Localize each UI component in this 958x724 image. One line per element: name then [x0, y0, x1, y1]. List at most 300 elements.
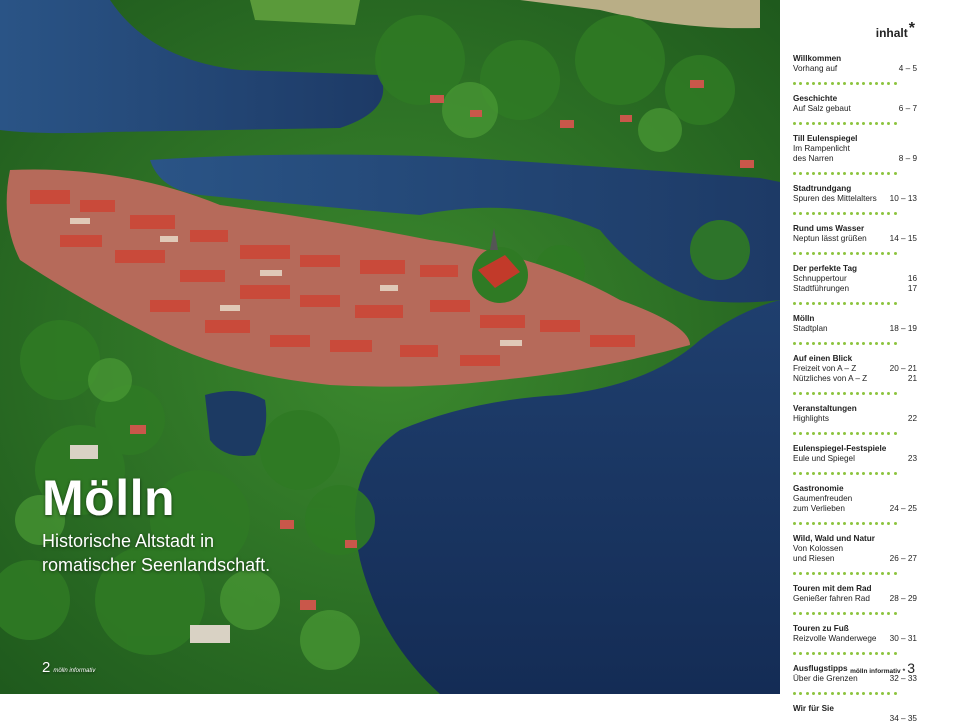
divider-dot — [837, 302, 840, 305]
divider-dot — [824, 172, 827, 175]
divider-dot — [793, 432, 796, 435]
divider-dot — [862, 302, 865, 305]
divider-dot — [869, 472, 872, 475]
divider-dot — [875, 342, 878, 345]
divider-dot — [894, 82, 897, 85]
divider-dot — [812, 472, 815, 475]
toc-entry[interactable] — [793, 404, 917, 424]
dotted-divider — [793, 248, 917, 259]
divider-dot — [818, 252, 821, 255]
toc-line-text: Freizeit von A – Z — [793, 364, 857, 373]
divider-dot — [850, 522, 853, 525]
toc-section-title: Stadtrundgang — [793, 184, 852, 193]
toc-line-text: Gaumenfreuden — [793, 494, 853, 503]
divider-dot — [869, 522, 872, 525]
divider-dot — [793, 392, 796, 395]
toc-section-title: Veranstaltungen — [793, 404, 857, 413]
divider-dot — [806, 212, 809, 215]
divider-dot — [862, 342, 865, 345]
divider-dot — [862, 82, 865, 85]
divider-dot — [875, 302, 878, 305]
divider-dot — [793, 122, 796, 125]
divider-dot — [843, 472, 846, 475]
divider-dot — [831, 82, 834, 85]
toc-line — [793, 284, 917, 294]
dotted-divider — [793, 568, 917, 579]
divider-dot — [875, 172, 878, 175]
divider-dot — [894, 612, 897, 615]
divider-dot — [831, 342, 834, 345]
divider-dot — [875, 252, 878, 255]
toc-line-text: Spuren des Mittelalters — [793, 194, 877, 203]
divider-dot — [824, 82, 827, 85]
divider-dot — [812, 522, 815, 525]
divider-dot — [843, 572, 846, 575]
divider-dot — [837, 612, 840, 615]
divider-dot — [856, 432, 859, 435]
divider-dot — [824, 252, 827, 255]
divider-dot — [856, 172, 859, 175]
divider-dot — [824, 692, 827, 695]
toc-section-title: Gastronomie — [793, 484, 844, 493]
divider-dot — [818, 522, 821, 525]
divider-dot — [850, 652, 853, 655]
divider-dot — [806, 612, 809, 615]
divider-dot — [806, 252, 809, 255]
divider-dot — [869, 692, 872, 695]
divider-dot — [812, 432, 815, 435]
divider-dot — [856, 342, 859, 345]
toc-line — [793, 414, 917, 424]
divider-dot — [881, 122, 884, 125]
divider-dot — [824, 342, 827, 345]
divider-dot — [850, 472, 853, 475]
divider-dot — [887, 392, 890, 395]
divider-dot — [887, 172, 890, 175]
dotted-divider — [793, 608, 917, 619]
divider-dot — [812, 572, 815, 575]
divider-dot — [850, 612, 853, 615]
divider-dot — [831, 392, 834, 395]
divider-dot — [862, 122, 865, 125]
divider-dot — [856, 572, 859, 575]
toc-line-text: Highlights — [793, 414, 829, 423]
toc-entry[interactable] — [793, 184, 917, 204]
divider-dot — [894, 392, 897, 395]
divider-dot — [850, 122, 853, 125]
divider-dot — [837, 522, 840, 525]
divider-dot — [837, 432, 840, 435]
divider-dot — [850, 392, 853, 395]
divider-dot — [894, 522, 897, 525]
divider-dot — [806, 302, 809, 305]
divider-dot — [806, 82, 809, 85]
divider-dot — [881, 392, 884, 395]
divider-dot — [869, 212, 872, 215]
divider-dot — [856, 212, 859, 215]
divider-dot — [862, 522, 865, 525]
divider-dot — [869, 172, 872, 175]
divider-dot — [850, 572, 853, 575]
dotted-divider — [793, 518, 917, 529]
divider-dot — [894, 472, 897, 475]
divider-dot — [869, 652, 872, 655]
divider-dot — [812, 612, 815, 615]
divider-dot — [869, 302, 872, 305]
divider-dot — [862, 652, 865, 655]
divider-dot — [806, 122, 809, 125]
divider-dot — [881, 572, 884, 575]
divider-dot — [856, 392, 859, 395]
dotted-divider — [793, 298, 917, 309]
dotted-divider — [793, 428, 917, 439]
toc-page-range: 26 – 27 — [889, 554, 917, 563]
divider-dot — [843, 692, 846, 695]
toc-page-range: 4 – 5 — [898, 64, 917, 73]
divider-dot — [887, 432, 890, 435]
toc-line — [793, 234, 917, 244]
divider-dot — [887, 652, 890, 655]
divider-dot — [793, 522, 796, 525]
divider-dot — [850, 212, 853, 215]
divider-dot — [837, 252, 840, 255]
divider-dot — [843, 432, 846, 435]
toc-page-range: 30 – 31 — [889, 634, 917, 643]
divider-dot — [850, 342, 853, 345]
toc-line — [793, 274, 917, 284]
divider-dot — [831, 522, 834, 525]
toc-page-range: 20 – 21 — [889, 364, 917, 373]
dotted-divider — [793, 168, 917, 179]
divider-dot — [799, 172, 802, 175]
toc-entry[interactable] — [793, 54, 917, 74]
toc-page-range: 32 – 33 — [889, 674, 917, 683]
divider-dot — [799, 302, 802, 305]
divider-dot — [799, 342, 802, 345]
divider-dot — [869, 392, 872, 395]
right-footer-brand: mölln informativ — [850, 668, 901, 675]
divider-dot — [850, 252, 853, 255]
divider-dot — [837, 342, 840, 345]
divider-dot — [818, 472, 821, 475]
toc-entry[interactable] — [793, 354, 917, 384]
toc-page-range: 17 — [907, 284, 917, 293]
toc-section-title: Geschichte — [793, 94, 838, 103]
divider-dot — [824, 572, 827, 575]
toc-entry[interactable] — [793, 134, 917, 164]
divider-dot — [875, 432, 878, 435]
table-of-contents-page — [780, 0, 958, 723]
divider-dot — [818, 212, 821, 215]
divider-dot — [831, 302, 834, 305]
divider-dot — [887, 212, 890, 215]
toc-line — [793, 364, 917, 374]
divider-dot — [875, 522, 878, 525]
divider-dot — [875, 122, 878, 125]
divider-dot — [799, 522, 802, 525]
divider-dot — [894, 652, 897, 655]
left-page-footer — [42, 659, 95, 676]
toc-line-text: zum Verlieben — [793, 504, 845, 513]
divider-dot — [824, 612, 827, 615]
divider-dot — [837, 82, 840, 85]
divider-dot — [887, 82, 890, 85]
divider-dot — [875, 472, 878, 475]
divider-dot — [843, 612, 846, 615]
toc-line-text: und Riesen — [793, 554, 835, 563]
divider-dot — [881, 252, 884, 255]
toc-line — [793, 64, 917, 74]
toc-page-range: 14 – 15 — [889, 234, 917, 243]
dotted-divider — [793, 118, 917, 129]
divider-dot — [894, 172, 897, 175]
toc-line-text: Stadtführungen — [793, 284, 849, 293]
divider-dot — [818, 122, 821, 125]
toc-line — [793, 494, 917, 504]
toc-line — [793, 324, 917, 334]
divider-dot — [887, 252, 890, 255]
divider-dot — [881, 612, 884, 615]
divider-dot — [875, 572, 878, 575]
divider-dot — [818, 172, 821, 175]
divider-dot — [843, 212, 846, 215]
divider-dot — [793, 212, 796, 215]
toc-entry[interactable] — [793, 94, 917, 114]
divider-dot — [818, 302, 821, 305]
divider-dot — [837, 172, 840, 175]
divider-dot — [856, 612, 859, 615]
toc-section-title: Wir für Sie — [793, 704, 834, 713]
toc-entry[interactable] — [793, 534, 917, 564]
divider-dot — [843, 392, 846, 395]
dotted-divider — [793, 208, 917, 219]
divider-dot — [818, 392, 821, 395]
toc-section-title: Touren zu Fuß — [793, 624, 849, 633]
divider-dot — [894, 342, 897, 345]
divider-dot — [812, 342, 815, 345]
toc-section-title: Wild, Wald und Natur — [793, 534, 875, 543]
toc-section-title: Rund ums Wasser — [793, 224, 865, 233]
divider-dot — [887, 692, 890, 695]
divider-dot — [887, 342, 890, 345]
divider-dot — [793, 82, 796, 85]
toc-line-text: Stadtplan — [793, 324, 828, 333]
toc-page-range: 24 – 25 — [889, 504, 917, 513]
divider-dot — [875, 82, 878, 85]
dotted-divider — [793, 338, 917, 349]
divider-dot — [887, 302, 890, 305]
divider-dot — [831, 472, 834, 475]
divider-dot — [799, 252, 802, 255]
toc-page-range: 21 — [907, 374, 917, 383]
divider-dot — [812, 82, 815, 85]
divider-dot — [812, 652, 815, 655]
divider-dot — [806, 522, 809, 525]
toc-section-title: Touren mit dem Rad — [793, 584, 872, 593]
divider-dot — [806, 572, 809, 575]
divider-dot — [843, 522, 846, 525]
divider-dot — [824, 212, 827, 215]
divider-dot — [881, 172, 884, 175]
subtitle-line-1: Historische Altstadt in — [42, 531, 215, 551]
divider-dot — [806, 342, 809, 345]
divider-dot — [887, 472, 890, 475]
divider-dot — [818, 342, 821, 345]
divider-dot — [887, 612, 890, 615]
divider-dot — [831, 572, 834, 575]
divider-dot — [799, 392, 802, 395]
divider-dot — [843, 342, 846, 345]
toc-entry[interactable] — [793, 484, 917, 514]
dotted-divider — [793, 648, 917, 659]
divider-dot — [887, 572, 890, 575]
divider-dot — [843, 652, 846, 655]
toc-line — [793, 554, 917, 564]
toc-page-range: 18 – 19 — [889, 324, 917, 333]
divider-dot — [812, 252, 815, 255]
divider-dot — [812, 212, 815, 215]
toc-line-text: Nützliches von A – Z — [793, 374, 868, 383]
divider-dot — [837, 122, 840, 125]
divider-dot — [818, 612, 821, 615]
divider-dot — [862, 612, 865, 615]
toc-section-title: Auf einen Blick — [793, 354, 853, 363]
divider-dot — [824, 472, 827, 475]
toc-section-title: Der perfekte Tag — [793, 264, 858, 273]
dotted-divider — [793, 688, 917, 699]
divider-dot — [812, 172, 815, 175]
divider-dot — [894, 692, 897, 695]
divider-dot — [862, 472, 865, 475]
toc-line-text: Vorhang auf — [793, 64, 838, 73]
divider-dot — [875, 692, 878, 695]
divider-dot — [831, 432, 834, 435]
divider-dot — [793, 612, 796, 615]
divider-dot — [869, 572, 872, 575]
toc-page-range: 6 – 7 — [898, 104, 917, 113]
divider-dot — [850, 82, 853, 85]
divider-dot — [806, 392, 809, 395]
divider-dot — [881, 432, 884, 435]
divider-dot — [869, 252, 872, 255]
divider-dot — [881, 692, 884, 695]
divider-dot — [793, 302, 796, 305]
divider-dot — [812, 122, 815, 125]
toc-entry[interactable] — [793, 444, 917, 464]
toc-heading — [875, 20, 915, 42]
toc-entry[interactable] — [793, 584, 917, 604]
toc-entry[interactable] — [793, 704, 917, 724]
divider-dot — [881, 302, 884, 305]
toc-page-range: 23 — [907, 454, 917, 463]
toc-entry[interactable] — [793, 624, 917, 644]
dotted-divider — [793, 388, 917, 399]
divider-dot — [799, 572, 802, 575]
divider-dot — [824, 522, 827, 525]
divider-dot — [793, 252, 796, 255]
divider-dot — [881, 342, 884, 345]
divider-dot — [793, 342, 796, 345]
toc-line-text: des Narren — [793, 154, 834, 163]
toc-line — [793, 144, 917, 154]
divider-dot — [812, 692, 815, 695]
divider-dot — [875, 612, 878, 615]
divider-dot — [831, 692, 834, 695]
toc-section-title: Eulenspiegel-Festspiele — [793, 444, 887, 453]
divider-dot — [869, 122, 872, 125]
divider-dot — [831, 212, 834, 215]
divider-dot — [881, 212, 884, 215]
left-page-number: 2 — [42, 659, 51, 676]
toc-line — [793, 374, 917, 384]
divider-dot — [824, 652, 827, 655]
toc-page-range: 8 – 9 — [898, 154, 917, 163]
divider-dot — [881, 652, 884, 655]
divider-dot — [806, 652, 809, 655]
toc-line — [793, 544, 917, 554]
divider-dot — [862, 172, 865, 175]
toc-line-text: Im Rampenlicht — [793, 144, 850, 153]
divider-dot — [806, 432, 809, 435]
page-title: Mölln — [42, 470, 176, 526]
divider-dot — [862, 212, 865, 215]
divider-dot — [793, 572, 796, 575]
toc-entry[interactable] — [793, 264, 917, 294]
divider-dot — [856, 472, 859, 475]
divider-dot — [843, 122, 846, 125]
divider-dot — [812, 392, 815, 395]
toc-heading-text: inhalt — [875, 26, 908, 40]
divider-dot — [799, 612, 802, 615]
toc-entry[interactable] — [793, 314, 917, 334]
divider-dot — [837, 692, 840, 695]
divider-dot — [799, 432, 802, 435]
divider-dot — [869, 342, 872, 345]
divider-dot — [862, 432, 865, 435]
toc-line-text: Auf Salz gebaut — [793, 104, 851, 113]
toc-section-title: Ausflugstipps — [793, 664, 848, 673]
divider-dot — [843, 252, 846, 255]
divider-dot — [837, 652, 840, 655]
divider-dot — [869, 612, 872, 615]
toc-list — [793, 54, 917, 724]
toc-section-title: Willkommen — [793, 54, 842, 63]
toc-section-title: Till Eulenspiegel — [793, 134, 858, 143]
toc-entry[interactable] — [793, 224, 917, 244]
left-footer-brand: mölln informativ — [53, 668, 96, 674]
divider-dot — [799, 82, 802, 85]
divider-dot — [881, 472, 884, 475]
divider-dot — [837, 212, 840, 215]
divider-dot — [831, 172, 834, 175]
divider-dot — [856, 82, 859, 85]
divider-dot — [831, 652, 834, 655]
toc-line-text: Über die Grenzen — [793, 674, 858, 683]
divider-dot — [831, 122, 834, 125]
divider-dot — [824, 122, 827, 125]
divider-dot — [856, 252, 859, 255]
toc-line — [793, 154, 917, 164]
divider-dot — [831, 612, 834, 615]
divider-dot — [793, 472, 796, 475]
toc-line-text: Genießer fahren Rad — [793, 594, 870, 603]
divider-dot — [818, 572, 821, 575]
divider-dot — [875, 212, 878, 215]
right-page-footer — [850, 660, 915, 676]
divider-dot — [812, 302, 815, 305]
divider-dot — [869, 432, 872, 435]
divider-dot — [894, 212, 897, 215]
